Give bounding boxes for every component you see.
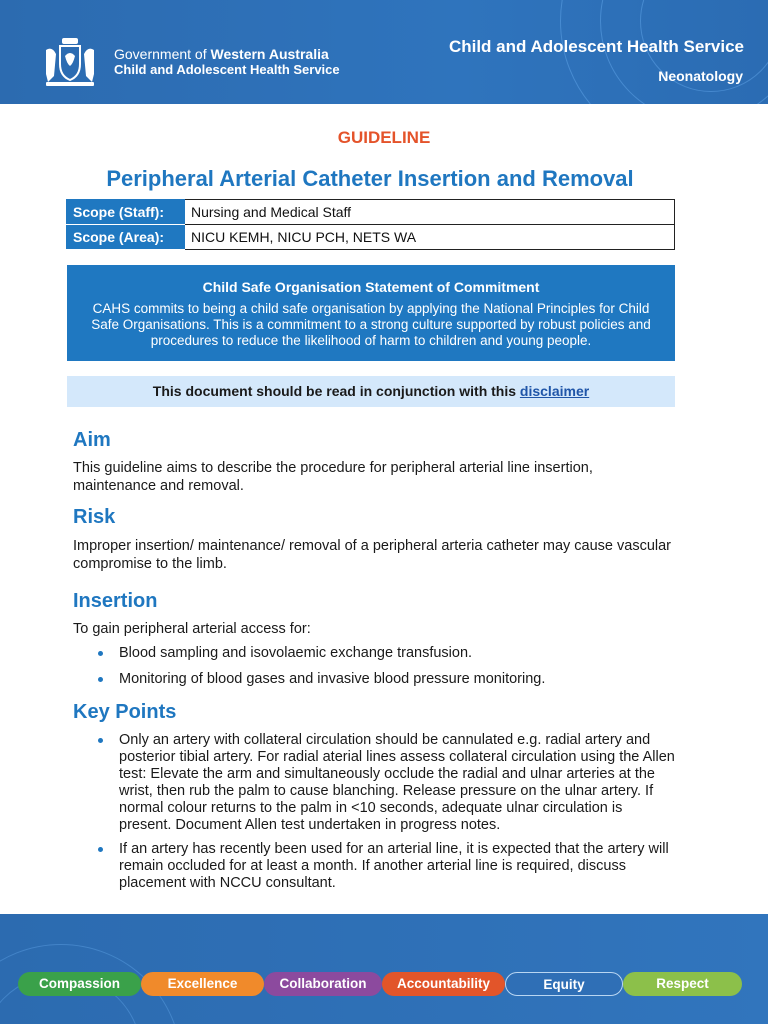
disclaimer-text: This document should be read in conjunction with this — [152, 383, 520, 399]
disclaimer-link[interactable]: disclaimer — [519, 383, 590, 399]
list-item — [73, 671, 675, 688]
commitment-text: CAHS commits to being a child safe organisation by applying the National Principles for Child Safe Organisations. This is a commitment to a strong culture supported by robust policies and procedures to reduce the likelihood of harm to children and young people. — [91, 301, 651, 348]
bullet-icon — [98, 651, 103, 656]
bullet-icon — [98, 847, 103, 852]
list-item — [73, 645, 675, 662]
document-title: Peripheral Arterial Catheter Insertion and Removal — [106, 166, 634, 191]
bullet-icon — [98, 738, 103, 743]
list-item-text: Monitoring of blood gases and invasive blood pressure monitoring. — [119, 671, 546, 687]
list-item — [73, 841, 675, 892]
value-pill-excellence: Excellence — [141, 972, 264, 996]
list-item — [73, 732, 675, 834]
aim-text: This guideline aims to describe the procedure for peripheral arterial line insertion, maintenance and removal. — [73, 460, 593, 494]
key-points-list — [73, 732, 675, 892]
value-pill-compassion: Compassion — [18, 972, 141, 996]
scope-label: Scope (Staff): — [67, 200, 185, 225]
gov-service: Child and Adolescent Health Service — [114, 62, 340, 77]
scope-value: Nursing and Medical Staff — [185, 200, 675, 225]
value-pill-collaboration: Collaboration — [264, 972, 382, 996]
scope-label: Scope (Area): — [67, 225, 185, 250]
value-pill-respect: Respect — [623, 972, 742, 996]
section-heading-insertion: Insertion — [73, 590, 158, 612]
government-branding — [114, 46, 340, 77]
list-item-text: If an artery has recently been used for an arterial line, it is expected that the artery will remain occluded for at least a month. If another arterial line is required, discuss placement with NCCU consultant. — [119, 841, 669, 891]
insertion-intro: To gain peripheral arterial access for: — [73, 621, 311, 637]
disclaimer-bar — [67, 376, 675, 407]
values-bar — [18, 972, 742, 996]
risk-text: Improper insertion/ maintenance/ removal of a peripheral arteria catheter may cause vascular compromise to the limb. — [73, 538, 672, 572]
page-header — [0, 0, 768, 104]
department-name: Neonatology — [658, 68, 743, 84]
scope-row-staff — [67, 200, 675, 225]
section-heading-key-points: Key Points — [73, 701, 177, 723]
gov-prefix: Government of — [114, 46, 211, 62]
child-safe-commitment-box — [67, 265, 675, 361]
scope-value: NICU KEMH, NICU PCH, NETS WA — [185, 225, 675, 250]
section-heading-risk: Risk — [73, 506, 116, 528]
value-pill-accountability: Accountability — [382, 972, 505, 996]
bullet-icon — [98, 677, 103, 682]
page-footer — [0, 914, 768, 1024]
commitment-heading: Child Safe Organisation Statement of Commitment — [202, 279, 540, 295]
value-pill-equity: Equity — [505, 972, 623, 996]
scope-table — [66, 199, 675, 250]
wa-crest-icon — [40, 36, 100, 92]
gov-state: Western Australia — [210, 46, 329, 62]
service-title: Child and Adolescent Health Service — [448, 37, 744, 56]
list-item-text: Only an artery with collateral circulation should be cannulated e.g. radial artery and posterior tibial artery. For radial aterial lines assess collateral circulation using the Allen test: Elevate the arm and simultaneously occlude the radial and ulnar arteries at the wrist, then rub the palm to cause blanching. Release pressure on the ulnar artery. If normal colour returns to the palm in <10 seconds, adequate ulnar circulation is present. Document Allen test undertaken in progress notes. — [119, 732, 675, 833]
section-heading-aim: Aim — [73, 429, 111, 451]
document-kind: GUIDELINE — [337, 128, 431, 147]
insertion-list — [73, 645, 675, 688]
list-item-text: Blood sampling and isovolaemic exchange transfusion. — [119, 645, 473, 661]
scope-row-area — [67, 225, 675, 250]
